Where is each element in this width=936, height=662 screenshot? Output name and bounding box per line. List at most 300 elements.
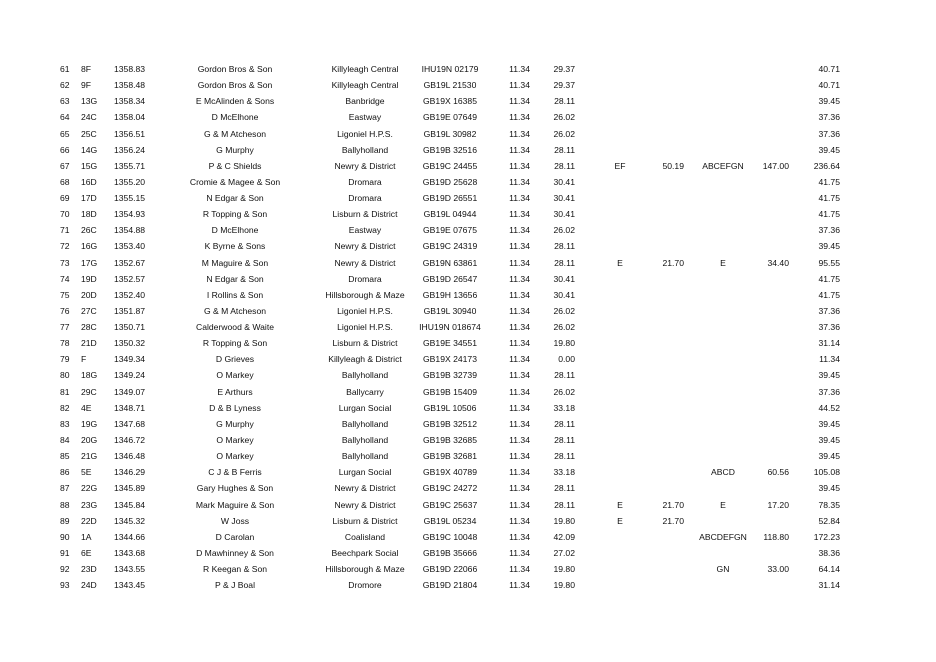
table-row [0,303,936,319]
member-name-cell: R Keegan & Son [202,564,268,575]
velocity-cell: 1350.71 [114,322,146,333]
amount-b-cell: 30.41 [553,273,575,284]
total-cell: 40.71 [818,64,840,74]
velocity-cell: 1346.72 [114,434,146,445]
total-cell: 31.14 [818,580,840,591]
pool-2-value-cell: 60.56 [767,467,789,478]
amount-a-cell: 11.34 [509,322,530,333]
code-cell: 1A [81,531,92,542]
amount-b-cell: 30.41 [553,209,575,220]
club-cell: Ballyholland [341,434,389,445]
table-row [0,158,936,174]
amount-b-cell: 30.41 [553,176,575,187]
code-cell: 20D [81,289,97,300]
velocity-cell: 1345.32 [114,515,146,526]
code-cell: 8F [81,64,92,74]
velocity-cell: 1353.40 [114,241,146,252]
code-cell: 17D [81,193,97,204]
member-name-cell: Gordon Bros & Son [197,80,273,91]
code-cell: 24C [81,112,97,123]
total-cell: 41.75 [818,193,840,204]
position-cell: 82 [60,402,70,413]
position-cell: 62 [60,80,70,91]
amount-a-cell: 11.34 [509,564,530,575]
amount-a-cell: 11.34 [509,418,530,429]
code-cell: 4E [81,402,92,413]
club-cell: Ballyholland [341,144,389,155]
velocity-cell: 1352.57 [114,273,146,284]
table-row [0,464,936,480]
amount-b-cell: 28.11 [554,418,575,429]
total-cell: 37.36 [818,225,840,236]
velocity-cell: 1349.07 [114,386,146,397]
amount-b-cell: 33.18 [553,467,575,478]
amount-b-cell: 28.11 [554,241,575,252]
pool-1-value-cell: 21.70 [662,515,684,526]
amount-b-cell: 19.80 [553,515,575,526]
total-cell: 39.45 [818,370,840,381]
club-cell: Lisburn & District [332,338,398,349]
ring-number-cell: GB19L 04944 [423,209,477,220]
member-name-cell: Cromie & Magee & Son [189,176,281,187]
total-cell: 44.52 [818,402,840,413]
pool-2-value-cell: 118.80 [763,531,789,542]
member-name-cell: Calderwood & Waite [195,322,274,333]
table-row [0,142,936,158]
amount-b-cell: 26.02 [553,322,575,333]
total-cell: 40.71 [818,80,840,91]
code-cell: 17G [81,257,98,268]
amount-a-cell: 11.34 [509,96,530,107]
ring-number-cell: GB19E 07675 [423,225,477,236]
ring-number-cell: GB19E 34551 [423,338,477,349]
ring-number-cell: GB19N 63861 [422,257,478,268]
member-name-cell: E McAlinden & Sons [195,96,275,107]
velocity-cell: 1350.32 [114,338,146,349]
ring-number-cell: GB19B 32681 [423,451,477,462]
ring-number-cell: GB19C 24272 [422,483,478,494]
code-cell: 23G [81,499,98,510]
member-name-cell: W Joss [220,515,250,526]
amount-b-cell: 19.80 [553,338,575,349]
total-cell: 39.45 [818,96,840,107]
ring-number-cell: GB19B 32512 [423,418,477,429]
member-name-cell: P & J Boal [215,580,255,591]
velocity-cell: 1343.55 [114,564,146,575]
table-row [0,480,936,496]
table-row [0,190,936,206]
amount-a-cell: 11.34 [509,128,530,139]
position-cell: 90 [60,531,70,542]
position-cell: 68 [60,176,70,187]
velocity-cell: 1355.15 [114,193,146,204]
member-name-cell: N Edgar & Son [206,193,264,204]
amount-b-cell: 28.11 [554,483,575,494]
position-cell: 81 [60,386,70,397]
pool-1-code-cell: EF [614,160,626,171]
amount-a-cell: 11.34 [509,209,530,220]
code-cell: 21D [81,338,97,349]
pool-2-code-cell: E [720,257,726,268]
table-row [0,513,936,529]
club-cell: Killyleagh Central [331,64,399,74]
amount-a-cell: 11.34 [509,580,530,591]
velocity-cell: 1352.40 [114,289,146,300]
position-cell: 85 [60,451,70,462]
velocity-cell: 1349.24 [114,370,146,381]
velocity-cell: 1351.87 [114,305,146,316]
amount-a-cell: 11.34 [509,160,530,171]
total-cell: 39.45 [818,483,840,494]
ring-number-cell: GB19L 30940 [423,305,477,316]
ring-number-cell: IHU19N 02179 [421,64,479,74]
code-cell: 27C [81,305,97,316]
table-row [0,61,936,77]
club-cell: Ballyholland [341,451,389,462]
amount-a-cell: 11.34 [509,434,530,445]
member-name-cell: O Markey [216,451,254,462]
code-cell: 22D [81,515,97,526]
ring-number-cell: GB19X 16385 [423,96,477,107]
position-cell: 73 [60,257,70,268]
club-cell: Dromore [348,580,382,591]
code-cell: 13G [81,96,98,107]
ring-number-cell: GB19B 32685 [423,434,477,445]
velocity-cell: 1355.71 [114,160,146,171]
total-cell: 78.35 [818,499,840,510]
table-row [0,174,936,190]
code-cell: 22G [81,483,98,494]
total-cell: 39.45 [818,418,840,429]
ring-number-cell: GB19D 25628 [422,176,478,187]
position-cell: 84 [60,434,70,445]
table-row [0,351,936,367]
velocity-cell: 1354.88 [114,225,146,236]
position-cell: 93 [60,580,70,591]
amount-a-cell: 11.34 [509,354,530,365]
amount-a-cell: 11.34 [509,499,530,510]
total-cell: 11.34 [819,354,840,365]
member-name-cell: G Murphy [216,418,254,429]
member-name-cell: D McElhone [211,225,259,236]
ring-number-cell: GB19L 05234 [423,515,477,526]
amount-b-cell: 28.11 [554,451,575,462]
club-cell: Dromara [348,193,382,204]
position-cell: 74 [60,273,70,284]
member-name-cell: D Carolan [215,531,255,542]
total-cell: 37.36 [818,386,840,397]
code-cell: 19G [81,418,98,429]
table-row [0,497,936,513]
table-row [0,400,936,416]
code-cell: F [81,354,87,365]
position-cell: 70 [60,209,70,220]
code-cell: 16D [81,176,97,187]
amount-a-cell: 11.34 [509,176,530,187]
total-cell: 52.84 [818,515,840,526]
velocity-cell: 1356.24 [114,144,146,155]
pool-2-code-cell: ABCEFGN [702,160,744,171]
amount-b-cell: 28.11 [554,370,575,381]
position-cell: 78 [60,338,70,349]
total-cell: 39.45 [818,451,840,462]
club-cell: Dromara [348,273,382,284]
total-cell: 64.14 [818,564,840,575]
amount-b-cell: 26.02 [553,128,575,139]
position-cell: 66 [60,144,70,155]
total-cell: 105.08 [813,467,840,478]
table-row [0,335,936,351]
table-row [0,238,936,254]
pool-2-value-cell: 147.00 [762,160,789,171]
ring-number-cell: GB19B 32739 [423,370,477,381]
position-cell: 61 [60,64,70,74]
amount-a-cell: 11.34 [509,193,530,204]
velocity-cell: 1358.34 [114,96,146,107]
ring-number-cell: GB19D 26547 [422,273,478,284]
table-row [0,529,936,545]
ring-number-cell: GB19C 25637 [422,499,478,510]
ring-number-cell: GB19L 21530 [423,80,477,91]
velocity-cell: 1354.93 [114,209,146,220]
amount-b-cell: 26.02 [553,112,575,123]
member-name-cell: K Byrne & Sons [204,241,266,252]
member-name-cell: O Markey [216,370,254,381]
amount-a-cell: 11.34 [509,451,530,462]
member-name-cell: P & C Shields [208,160,262,171]
club-cell: Hillsborough & Maze [325,564,405,575]
amount-a-cell: 11.34 [509,338,530,349]
ring-number-cell: GB19C 24455 [422,160,478,171]
code-cell: 16G [81,241,98,252]
position-cell: 63 [60,96,70,107]
position-cell: 69 [60,193,70,204]
member-name-cell: G & M Atcheson [203,128,267,139]
velocity-cell: 1348.71 [114,402,146,413]
club-cell: Ligoniel H.P.S. [337,322,393,333]
table-row [0,93,936,109]
amount-b-cell: 0.00 [558,354,575,365]
code-cell: 20G [81,434,98,445]
total-cell: 41.75 [818,289,840,300]
code-cell: 6E [81,547,92,558]
member-name-cell: M Maguire & Son [201,257,269,268]
table-row [0,222,936,238]
position-cell: 91 [60,547,70,558]
ring-number-cell: GB19X 40789 [423,467,477,478]
table-row [0,255,936,271]
velocity-cell: 1343.45 [114,580,146,591]
table-row [0,577,936,593]
amount-a-cell: 11.34 [509,257,530,268]
club-cell: Lurgan Social [338,467,392,478]
pool-2-code-cell: E [720,499,726,510]
club-cell: Eastway [348,112,382,123]
member-name-cell: G Murphy [216,144,254,155]
velocity-cell: 1355.20 [114,176,146,187]
table-row [0,319,936,335]
amount-a-cell: 11.34 [509,547,530,558]
member-name-cell: R Topping & Son [202,338,268,349]
ring-number-cell: GB19C 24319 [422,241,478,252]
member-name-cell: Gordon Bros & Son [197,64,273,74]
pool-1-code-cell: E [617,515,623,526]
ring-number-cell: IHU19N 018674 [419,322,481,333]
position-cell: 92 [60,564,70,575]
pool-1-code-cell: E [617,257,623,268]
amount-b-cell: 42.09 [553,531,575,542]
velocity-cell: 1358.48 [114,80,146,91]
member-name-cell: D & B Lyness [209,402,261,413]
code-cell: 9F [81,80,92,91]
ring-number-cell: GB19D 21804 [422,580,478,591]
pool-2-value-cell: 33.00 [767,564,789,575]
ring-number-cell: GB19D 22066 [422,564,478,575]
club-cell: Newry & District [334,160,396,171]
amount-a-cell: 11.34 [509,144,530,155]
pool-1-code-cell: E [617,499,623,510]
velocity-cell: 1344.66 [114,531,146,542]
velocity-cell: 1343.68 [114,547,146,558]
total-cell: 39.45 [818,434,840,445]
total-cell: 41.75 [818,273,840,284]
amount-a-cell: 11.34 [509,289,530,300]
code-cell: 14G [81,144,98,155]
amount-b-cell: 28.11 [554,434,575,445]
velocity-cell: 1358.83 [114,64,146,74]
table-row [0,126,936,142]
code-cell: 18G [81,370,98,381]
amount-b-cell: 29.37 [553,80,575,91]
pool-2-code-cell: GN [716,564,730,575]
amount-b-cell: 19.80 [553,580,575,591]
total-cell: 41.75 [818,209,840,220]
club-cell: Eastway [348,225,382,236]
club-cell: Newry & District [334,483,396,494]
total-cell: 37.36 [818,322,840,333]
table-row [0,545,936,561]
amount-b-cell: 26.02 [553,225,575,236]
code-cell: 5E [81,467,92,478]
position-cell: 64 [60,112,70,123]
total-cell: 37.36 [818,305,840,316]
position-cell: 83 [60,418,70,429]
table-row [0,77,936,93]
table-row [0,384,936,400]
amount-a-cell: 11.34 [509,483,530,494]
position-cell: 89 [60,515,70,526]
member-name-cell: O Markey [216,434,254,445]
table-row [0,109,936,125]
member-name-cell: D Mawhinney & Son [196,547,274,558]
total-cell: 38.36 [818,547,840,558]
velocity-cell: 1352.67 [114,257,146,268]
club-cell: Newry & District [334,241,396,252]
ring-number-cell: GB19E 07649 [423,112,477,123]
position-cell: 76 [60,305,70,316]
club-cell: Lurgan Social [338,402,392,413]
table-row [0,561,936,577]
position-cell: 80 [60,370,70,381]
code-cell: 26C [81,225,97,236]
pool-1-value-cell: 50.19 [662,160,684,171]
total-cell: 95.55 [818,257,840,268]
club-cell: Newry & District [334,257,396,268]
total-cell: 172.23 [813,531,840,542]
velocity-cell: 1345.89 [114,483,146,494]
total-cell: 236.64 [813,160,840,171]
member-name-cell: G & M Atcheson [203,305,267,316]
amount-b-cell: 28.11 [554,257,575,268]
amount-b-cell: 19.80 [553,564,575,575]
amount-b-cell: 28.11 [554,96,575,107]
amount-b-cell: 26.02 [553,386,575,397]
club-cell: Ballycarry [346,386,384,397]
position-cell: 72 [60,241,70,252]
amount-b-cell: 26.02 [553,305,575,316]
amount-a-cell: 11.34 [509,386,530,397]
code-cell: 25C [81,128,97,139]
amount-b-cell: 28.11 [554,160,575,171]
velocity-cell: 1356.51 [114,128,146,139]
ring-number-cell: GB19H 13656 [422,289,478,300]
member-name-cell: Gary Hughes & Son [196,483,274,494]
club-cell: Killyleagh & District [328,354,402,365]
member-name-cell: I Rollins & Son [206,289,264,300]
code-cell: 29C [81,386,97,397]
amount-a-cell: 11.34 [509,467,530,478]
code-cell: 19D [81,273,97,284]
position-cell: 77 [60,322,70,333]
club-cell: Ligoniel H.P.S. [337,305,393,316]
velocity-cell: 1346.29 [114,467,146,478]
ring-number-cell: GB19X 24173 [423,354,477,365]
member-name-cell: D Grieves [215,354,255,365]
club-cell: Beechpark Social [331,547,399,558]
total-cell: 39.45 [818,241,840,252]
club-cell: Ballyholland [341,418,389,429]
pool-1-value-cell: 21.70 [662,499,684,510]
table-row [0,448,936,464]
amount-b-cell: 28.11 [554,499,575,510]
amount-a-cell: 11.34 [509,80,530,91]
code-cell: 21G [81,451,98,462]
club-cell: Lisburn & District [332,515,398,526]
ring-number-cell: GB19L 10506 [423,402,477,413]
club-cell: Ballyholland [341,370,389,381]
ring-number-cell: GB19D 26551 [422,193,478,204]
member-name-cell: D McElhone [211,112,259,123]
club-cell: Killyleagh Central [331,80,399,91]
total-cell: 37.36 [818,128,840,139]
member-name-cell: R Topping & Son [202,209,268,220]
velocity-cell: 1358.04 [114,112,146,123]
code-cell: 28C [81,322,97,333]
amount-a-cell: 11.34 [509,515,530,526]
total-cell: 31.14 [818,338,840,349]
table-row [0,432,936,448]
pool-2-code-cell: ABCDEFGN [699,531,747,542]
velocity-cell: 1346.48 [114,451,146,462]
club-cell: Lisburn & District [332,209,398,220]
code-cell: 23D [81,564,97,575]
ring-number-cell: GB19C 10048 [422,531,478,542]
amount-a-cell: 11.34 [509,370,530,381]
ring-number-cell: GB19B 15409 [423,386,477,397]
table-row [0,287,936,303]
amount-a-cell: 11.34 [509,225,530,236]
amount-a-cell: 11.34 [509,273,530,284]
